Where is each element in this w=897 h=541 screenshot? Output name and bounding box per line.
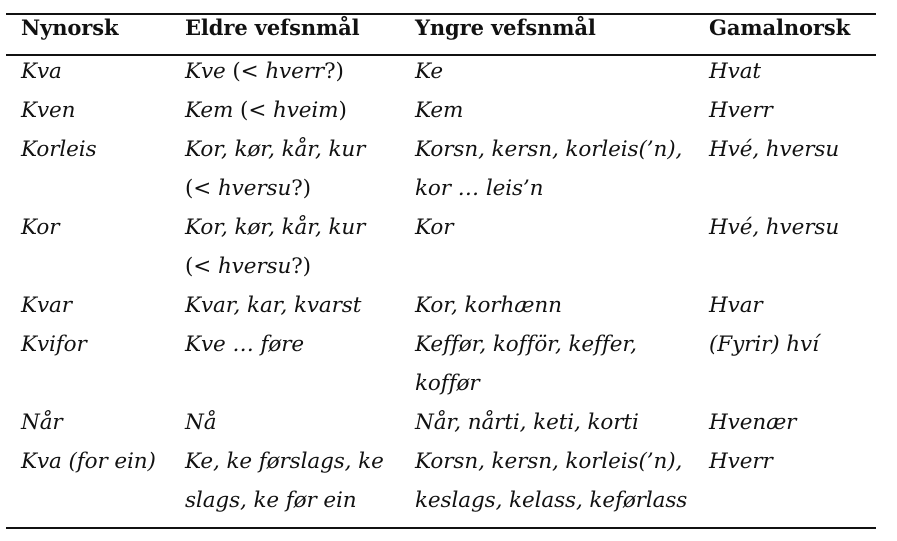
header-nynorsk: Nynorsk [21,15,119,40]
table-bottom-rule [6,527,876,529]
cell-gamal-r6-l0: Hvenær [709,410,797,435]
cell-gamal-r1-l0: Hverr [709,98,773,123]
cell-nynorsk-r0-l0: Kva [21,59,62,84]
text-segment: ?) [291,176,311,201]
cell-gamal-r3-l0: Hvé, hversu [709,215,840,240]
cell-eldre-r1-l0 [185,91,347,130]
text-segment: (< [225,59,266,84]
text-segment: Nå [185,410,217,435]
cell-nynorsk-r4-l0: Kvar [21,293,72,318]
cell-eldre-r5-l0 [185,325,304,364]
cell-gamal-r7-l0: Hverr [709,449,773,474]
cell-yngre-r7-l1: keslags, kelass, keførlass [415,488,688,513]
cell-eldre-r2-l0 [185,130,365,169]
header-gamalnorsk: Gamalnorsk [709,15,851,40]
text-segment: Kor, kør, kår, kur [185,137,366,162]
text-segment: hveim [272,98,339,123]
text-segment: (< [233,98,273,123]
text-segment: hverr [265,59,325,84]
cell-yngre-r5-l1: koffør [415,371,480,396]
text-segment: Ke, ke førslags, ke [185,449,384,474]
cell-yngre-r3-l0: Kor [415,215,454,240]
cell-gamal-r0-l0: Hvat [709,59,761,84]
text-segment: ?) [291,254,311,279]
text-segment: Kvar, kar, kvarst [185,293,362,318]
cell-yngre-r2-l0: Korsn, kersn, korleis(’n), [415,137,683,162]
cell-eldre-r7-l0 [185,442,384,481]
text-segment: slags, ke før ein [185,488,357,513]
cell-yngre-r0-l0: Ke [415,59,444,84]
cell-eldre-r0-l0 [185,52,344,91]
cell-eldre-r6-l0 [185,403,216,442]
cell-gamal-r2-l0: Hvé, hversu [709,137,840,162]
cell-nynorsk-r2-l0: Korleis [21,137,97,162]
text-segment: hversu [217,176,292,201]
text-segment: Kve [185,59,226,84]
cell-yngre-r7-l0: Korsn, kersn, korleis(’n), [415,449,683,474]
cell-nynorsk-r1-l0: Kven [21,98,76,123]
cell-eldre-r2-l1 [185,169,311,208]
cell-yngre-r6-l0: Når, nårti, keti, korti [415,410,639,435]
cell-yngre-r1-l0: Kem [415,98,464,123]
text-segment: (< [185,254,218,279]
cell-nynorsk-r3-l0: Kor [21,215,60,240]
cell-gamal-r5-l0: (Fyrir) hví [709,332,819,357]
cell-eldre-r3-l0 [185,208,365,247]
cell-yngre-r4-l0: Kor, korhænn [415,293,562,318]
cell-eldre-r7-l1 [185,481,357,520]
text-segment: ) [338,98,347,123]
header-eldre-vefsnmal: Eldre vefsnmål [185,15,360,40]
text-segment: Kor, kør, kår, kur [185,215,366,240]
cell-nynorsk-r6-l0: Når [21,410,63,435]
text-segment: Kem [185,98,234,123]
text-segment: (< [185,176,218,201]
cell-yngre-r5-l0: Keffør, kofför, keffer, [415,332,637,357]
text-segment: ?) [324,59,344,84]
cell-eldre-r4-l0 [185,286,361,325]
cell-nynorsk-r7-l0: Kva (for ein) [21,449,156,474]
cell-gamal-r4-l0: Hvar [709,293,763,318]
text-segment: hversu [217,254,292,279]
cell-nynorsk-r5-l0: Kvifor [21,332,87,357]
cell-yngre-r2-l1: kor … leis’n [415,176,544,201]
cell-eldre-r3-l1 [185,247,311,286]
header-yngre-vefsnmal: Yngre vefsnmål [415,15,596,40]
text-segment: Kve … føre [185,332,305,357]
